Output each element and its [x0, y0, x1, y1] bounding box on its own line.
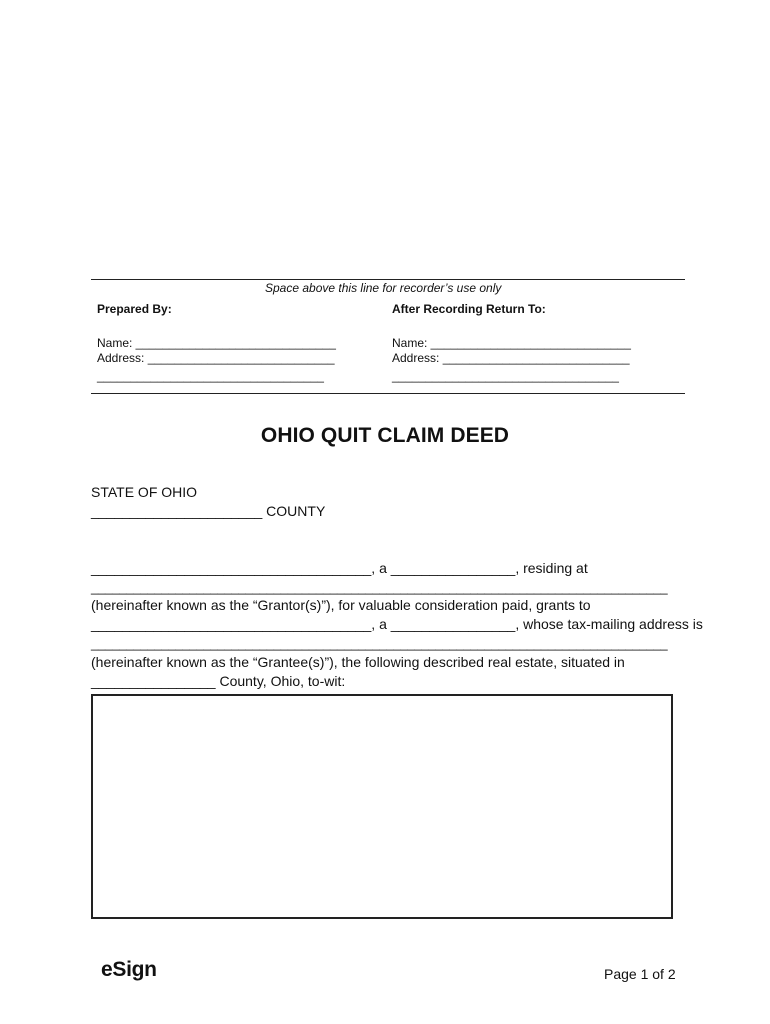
return-to-heading: After Recording Return To:	[392, 302, 546, 316]
prepared-by-heading: Prepared By:	[97, 302, 172, 316]
grantor-clause: (hereinafter known as the “Grantor(s)”), for valuable consideration paid, grants to	[91, 597, 591, 613]
recorder-top-rule	[91, 279, 685, 280]
prepared-by-extra-field[interactable]: __________________________________	[97, 369, 324, 383]
grantee-clause: (hereinafter known as the “Grantee(s)”), the following described real estate, situated in	[91, 654, 625, 670]
return-to-extra-field[interactable]: __________________________________	[392, 369, 619, 383]
recorder-bottom-rule	[91, 393, 685, 394]
grantee-address-field[interactable]: __________________________________________________________________________________	[91, 636, 668, 651]
prepared-by-address-field[interactable]: Address: ____________________________	[97, 351, 335, 365]
county-field[interactable]: ______________________ COUNTY	[91, 503, 326, 519]
grantee-name-field[interactable]: ____________________________________, a ________________, whose tax-mailing address is	[91, 616, 703, 632]
page-number: Page 1 of 2	[604, 966, 676, 982]
state-line: STATE OF OHIO	[91, 484, 198, 500]
property-county-field[interactable]: ________________ County, Ohio, to-wit:	[91, 673, 346, 689]
return-to-address-field[interactable]: Address: ____________________________	[392, 351, 630, 365]
grantor-name-field[interactable]: ____________________________________, a ________________, residing at	[91, 560, 588, 576]
document-title: OHIO QUIT CLAIM DEED	[260, 424, 510, 447]
prepared-by-name-field[interactable]: Name: ______________________________	[97, 336, 336, 350]
recorder-note: Space above this line for recorder’s use only	[265, 281, 502, 295]
esign-logo: eSign	[101, 958, 157, 981]
legal-description-box[interactable]	[91, 694, 673, 919]
return-to-name-field[interactable]: Name: ______________________________	[392, 336, 631, 350]
grantor-address-field[interactable]: __________________________________________________________________________________	[91, 580, 668, 595]
